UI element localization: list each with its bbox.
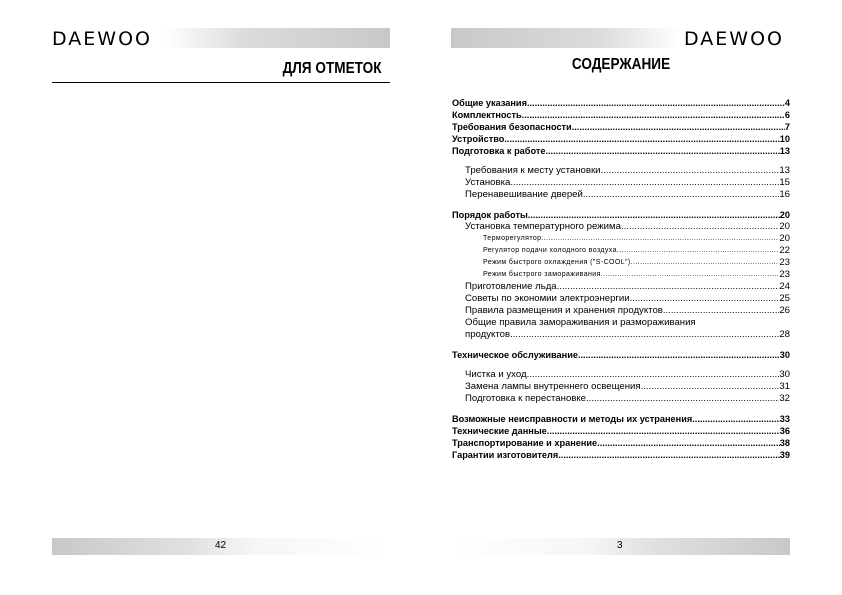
- toc-entry-label: Замена лампы внутреннего освещения: [465, 381, 641, 392]
- toc-entry[interactable]: [452, 305, 790, 317]
- toc-entry-label: Установка температурного режима: [465, 221, 621, 232]
- toc-entry-label: Подготовка к перестановке: [465, 393, 587, 404]
- page-number: 42: [215, 540, 227, 551]
- toc-entry[interactable]: [452, 233, 790, 245]
- page-title: ДЛЯ ОТМЕТОК: [282, 60, 382, 77]
- toc-entry-label: Перенавешивание дверей: [465, 189, 583, 200]
- toc-entry-page: 33: [779, 414, 790, 424]
- toc-entry[interactable]: [452, 437, 790, 449]
- toc-entry[interactable]: [452, 189, 790, 201]
- toc-entry-page: 24: [779, 281, 790, 292]
- toc-entry[interactable]: [452, 381, 790, 393]
- toc-entry-label: Подготовка к работе: [452, 146, 546, 156]
- toc-entry-label: Гарантии изготовителя: [452, 450, 559, 460]
- toc-entry-label: Требования безопасности: [452, 122, 572, 132]
- toc-entry-label: Устройство: [452, 134, 505, 144]
- toc-entry-page: 16: [779, 189, 790, 200]
- toc-entry-label: Возможные неисправности и методы их устранения: [452, 414, 693, 424]
- toc-entry[interactable]: [452, 393, 790, 405]
- toc-entry-page: 31: [779, 381, 790, 392]
- toc-entry-page: 7: [784, 122, 790, 132]
- toc-entry-label: Требования к месту установки: [465, 165, 601, 176]
- brand-logo: DAEWOO: [684, 28, 784, 50]
- toc-entry[interactable]: [452, 209, 790, 221]
- toc-entry-label: Правила размещения и хранения продуктов: [465, 305, 663, 316]
- toc-entry-label: Чистка и уход: [465, 369, 527, 380]
- toc-entry-label: Общие указания: [452, 98, 527, 108]
- toc-entry-page: 32: [779, 393, 790, 404]
- toc-entry[interactable]: [452, 281, 790, 293]
- toc-entry-label: Порядок работы: [452, 210, 528, 220]
- toc-entry-label: Техническое обслуживание: [452, 350, 578, 360]
- page-title: СОДЕРЖАНИЕ: [571, 56, 671, 73]
- toc-entry[interactable]: [452, 269, 790, 281]
- toc-entry-label: Регулятор подачи холодного воздуха: [483, 247, 617, 254]
- toc-entry[interactable]: [452, 165, 790, 177]
- header-gradient-bar: [165, 28, 390, 48]
- toc-entry-page: 36: [779, 426, 790, 436]
- toc-entry[interactable]: [452, 97, 790, 109]
- header-gradient-bar: [451, 28, 681, 48]
- toc-entry-page: 22: [779, 245, 790, 256]
- toc-entry-label-line1: Общие правила замораживания и размораживания: [465, 317, 696, 328]
- toc-entry[interactable]: [452, 329, 790, 341]
- toc-entry[interactable]: [452, 177, 790, 189]
- toc-entry[interactable]: [452, 245, 790, 257]
- toc-entry-page: 23: [779, 269, 790, 280]
- toc-entry-page: 39: [779, 450, 790, 460]
- toc-entry[interactable]: [452, 425, 790, 437]
- toc-entry-label: Установка: [465, 177, 511, 188]
- toc-entry-page: 13: [779, 165, 790, 176]
- toc-entry-page: 20: [779, 233, 790, 244]
- toc-entry-label: Терморегулятор: [483, 235, 542, 242]
- brand-logo: DAEWOO: [52, 28, 152, 50]
- toc-entry[interactable]: [452, 369, 790, 381]
- toc-entry-label: Режим быстрого замораживания: [483, 271, 601, 278]
- toc-entry-page: 4: [784, 98, 790, 108]
- toc-entry-page: 13: [779, 146, 790, 156]
- toc-entry-page: 38: [779, 438, 790, 448]
- right-page: [421, 0, 842, 595]
- toc-entry-label: Технические данные: [452, 426, 547, 436]
- toc-entry-label: Режим быстрого охлаждения ("S-COOL"): [483, 259, 631, 266]
- page-number: 3: [617, 540, 623, 551]
- toc-entry-page: 10: [779, 134, 790, 144]
- toc-entry[interactable]: [452, 145, 790, 157]
- toc-entry[interactable]: [452, 109, 790, 121]
- toc-entry-label: Комплектность: [452, 110, 522, 120]
- toc-entry-page: 15: [779, 177, 790, 188]
- toc-entry-page: 20: [779, 210, 790, 220]
- toc-entry-page: 30: [779, 350, 790, 360]
- toc-entry[interactable]: [452, 349, 790, 361]
- toc-entry[interactable]: [452, 413, 790, 425]
- toc-entry-page: 23: [779, 257, 790, 268]
- toc-entry-page: 25: [779, 293, 790, 304]
- table-of-contents: [452, 97, 790, 461]
- toc-entry[interactable]: [452, 133, 790, 145]
- toc-entry[interactable]: [452, 121, 790, 133]
- toc-entry-page: 26: [779, 305, 790, 316]
- toc-entry[interactable]: [452, 221, 790, 233]
- toc-entry-page: 6: [784, 110, 790, 120]
- toc-entry[interactable]: [452, 449, 790, 461]
- toc-entry[interactable]: [452, 293, 790, 305]
- toc-entry[interactable]: [452, 257, 790, 269]
- toc-entry-page: 30: [779, 369, 790, 380]
- toc-entry-label: продуктов: [465, 329, 511, 340]
- toc-entry-page: 20: [779, 221, 790, 232]
- toc-entry-page: 28: [779, 329, 790, 340]
- title-underline: [52, 82, 390, 83]
- toc-entry-label: Советы по экономии электроэнергии: [465, 293, 630, 304]
- toc-entry-label: Транспортирование и хранение: [452, 438, 598, 448]
- toc-entry-label: Приготовление льда: [465, 281, 557, 292]
